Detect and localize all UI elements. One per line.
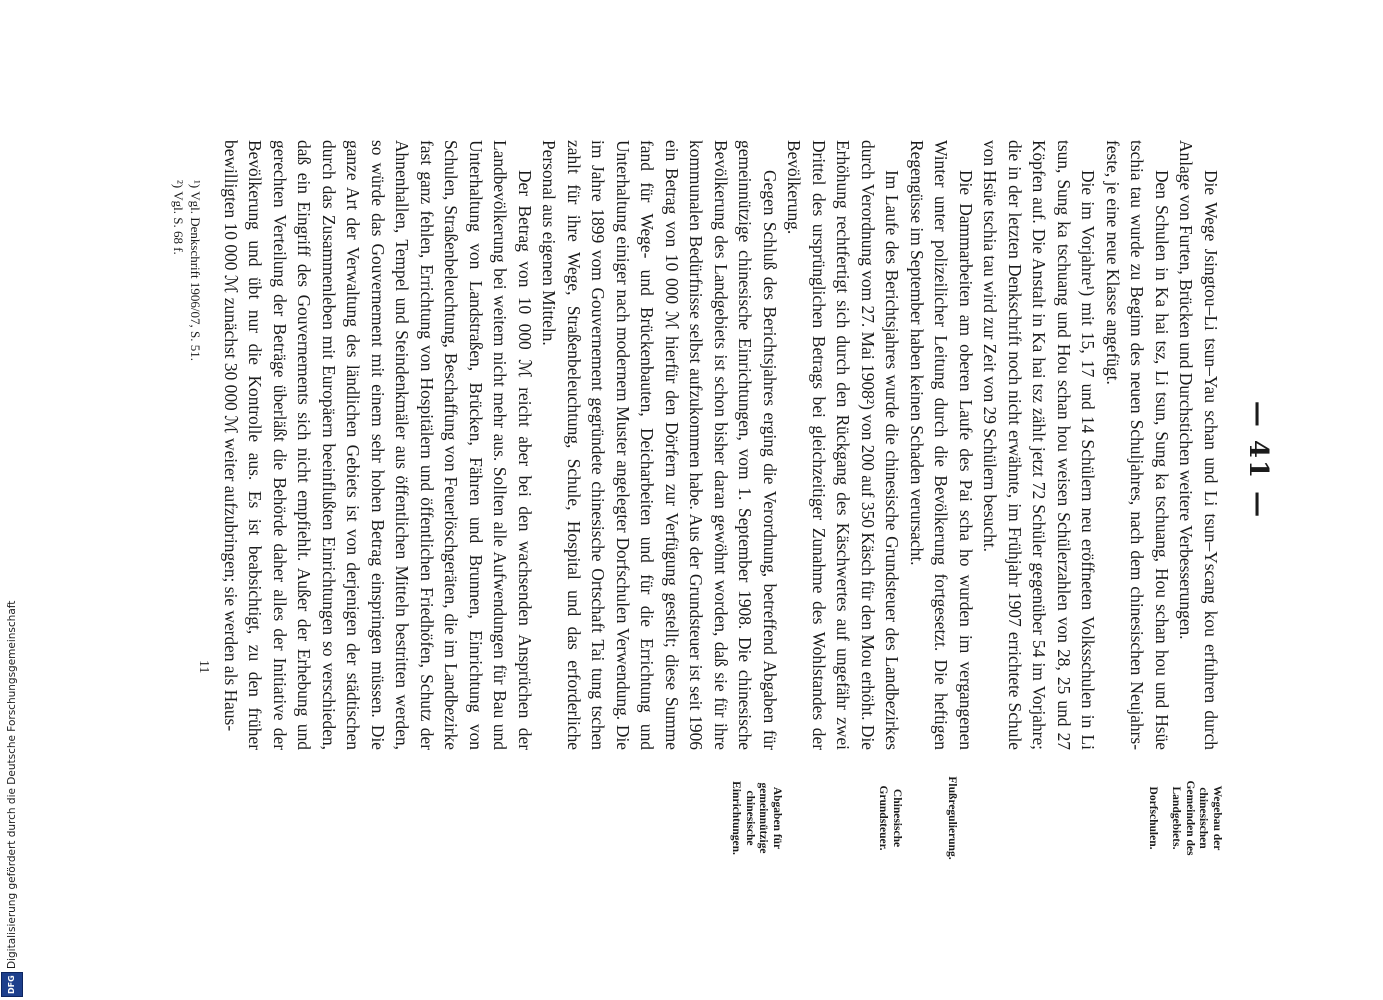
footnote-2: ²) Vgl. S. 68 f. [171,180,187,255]
signature-mark: 11 [196,660,211,674]
footnote-1: ¹) Vgl. Denkschrift 1906/07, S. 51. [188,180,204,361]
margin-note-flussregulierung: Flußregulierung. [946,776,958,860]
footnotes [171,140,205,750]
margin-note-grundsteuer: Chinesische Grundsteuer. [877,785,903,851]
margin-note-dorfschulen: Dorfschulen. [1147,786,1159,850]
dfg-credit-text: Digitalisierung gefördert durch die Deutsche Forschungsgemeinschaft [6,600,18,969]
margin-note-abgaben: Abgaben für gemeinnützige chinesische Einrichtungen. [730,781,783,855]
paragraph-grundsteuer: Im Laufe des Berichtsjahres wurde die chinesische Grundsteuer des Landbezirkes durch Verordnung vom 27. Mai 1908²) von 200 auf 350 Käsch für den Mou erhöht. Die Erhöhung rechtfertigt sich durch den Rückgang des Käschwertes auf ungefähr zwei Drittel des ursprünglichen Betrags bei gleichzeitiger Zunahme des Wohlstandes der Bevölkerung. [784,140,903,750]
paragraph-schulen: Den Schulen in Ka hai tsz, Li tsun, Sung ka tschuang, Hou schan hou und Hsüe tschia tau wurde zu Beginn des neuen Schuljahres, nach dem chinesischen Neujahrs-feste, je eine neue Klasse angefügt. [1103,140,1172,750]
dfg-credit [6,601,18,1000]
paragraph-betrag: Der Betrag von 10 000 ℳ reicht aber bei den wachsenden Ansprüchen der Landbevölkerung bei weitem nicht mehr aus. Sollten alle Aufwendungen für Bau und Unterhaltung von Landstraßen, Brücken, Fähren und Brunnen, Einrichtung von Schulen, Straßenbeleuchtung, Beschaffung von Feuerlöschgeräten, die im Landbezirke fast ganz fehlen, Errichtung von Hospitälern und öffentlichen Friedhöfen, Schutz der Ahnenhallen, Tempel und Steindenkmäler aus öffentlichen Mitteln bestritten werden, so würde das Gouvernement mit einem sehr hohen Betrag einspringen müssen. Die ganze Art der Verwaltung des ländlichen Gebiets ist von derjenigen der städtischen durch das Zusammenleben mit Europäern beeinflußten Einrichtungen so verschieden, daß ein Eingriff des Gouvernements sich nicht empfiehlt. Außer der Erhebung und gerechten Verteilung der Beträge überläßt die Behörde daher alles der Initiative der Bevölkerung und übt nur die Kontrolle aus. Es ist beabsichtigt, zu den früher bewilligten 10 000 ℳ zunächst 30 000 ℳ weiter aufzubringen; sie werden als Haus- [221,140,535,750]
paragraph-wegebau: Die Wege Jsingtou–Li tsun–Yau schan und Li tsun–Yscang kou erfuhren durch Anlage von Furten, Brücken und Durchstichen weitere Verbesserungen. [1176,140,1221,750]
paragraph-dammarbeiten: Die Dammarbeiten am oberen Laufe des Pai scha ho wurden im vergangenen Winter unter polizeilicher Leitung durch die Bevölkerung fortgesetzt. Die heftigen Regengüsse im September haben keinen Schaden verursacht. [907,140,976,750]
credit-strip [0,600,18,1000]
main-text [171,140,1224,750]
paragraph-volksschulen: Die im Vorjahre¹) mit 15, 17 und 14 Schülern neu eröffneten Volksschulen in Li tsun, Sung ka tschuang und Hou schan hou weisen Schülerzahlen von 28, 25 und 27 Köpfen auf. Die Anstalt in Ka hai tsz zählt jetzt 72 Schüler gegenüber 54 im Vorjahre; die in der letzten Denkschrift noch nicht erwähnte, im Frühjahr 1907 errichtete Schule von Hsüe tschia tau wird zur Zeit von 29 Schülern besucht. [980,140,1099,750]
paragraph-abgaben: Gegen Schluß des Berichtsjahres erging die Verordnung, betreffend Abgaben für gemeinnützige chinesische Einrichtungen, vom 1. September 1908. Die chinesische Bevölkerung des Landgebiets ist schon bisher daran gewöhnt worden, daß sie für ihre kommunalen Bedürfnisse selbst aufzukommen habe. Aus der Grundsteuer ist seit 1906 ein Betrag von 10 000 ℳ hierfür den Dörfern zur Verfügung gestellt; diese Summe fand für Wege- und Brückenbauten, Deicharbeiten und für die Errichtung und Unterhaltung einiger nach modernem Muster angelegter Dorfschulen Verwendung. Die im Jahre 1899 vom Gouvernement gegründete chinesische Ortschaft Tai tung tschen zahlt für ihre Wege, Straßenbeleuchtung, Schule, Hospital und das erforderliche Personal aus eigenen Mitteln. [539,140,780,750]
dfg-logo: DFG [1,972,23,997]
margin-note-wegebau: Wegebau der chinesischen Gemeinden des Landgebiets. [1170,780,1223,856]
page-number-header: — 41 — [1243,400,1273,520]
